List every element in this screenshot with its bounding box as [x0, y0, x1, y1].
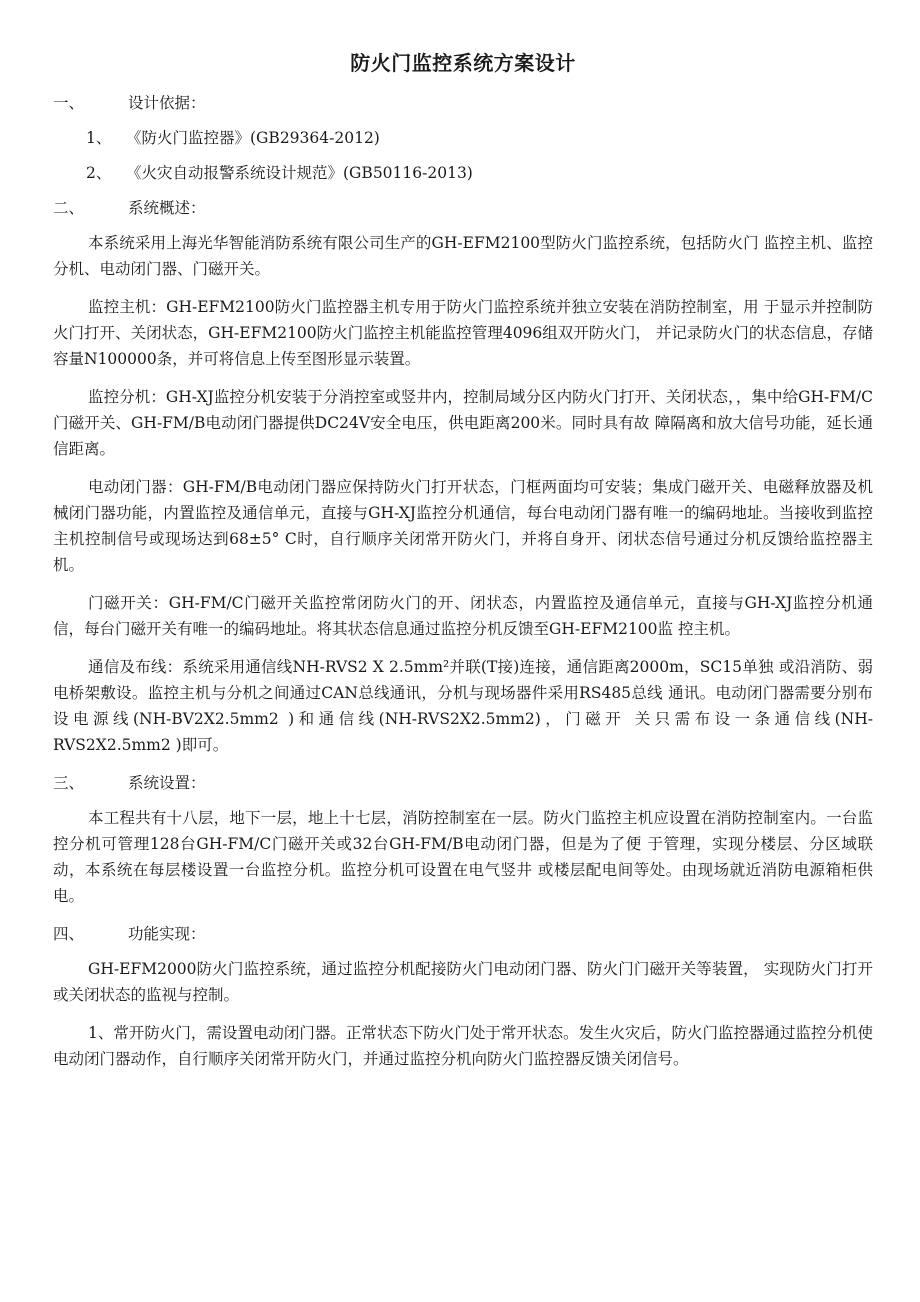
document-page [53, 44, 873, 1084]
reference-text: 《防火门监控器》(GB29364-2012) [126, 129, 380, 147]
section-heading-functions [53, 921, 873, 947]
document-title: 防火门监控系统方案设计 [350, 51, 576, 75]
section-number: 三、 [53, 774, 85, 792]
reference-item [53, 160, 873, 186]
paragraph-project-setup: 本工程共有十八层，地下一层，地上十七层，消防控制室在一层。防火门监控主机应设置在消防控制室内。一台监控分机可管理128台GH-FM/C门磁开关或32台GH-FM/B电动闭门器，但是为了便 于管理，实现分楼层、分区域联动，本系统在每层楼设置一台监控分机。监控分机可设置在电气竖井 或楼层配电间等处。由现场就近消防电源箱柜供电。 [53, 809, 873, 905]
reference-number: 1、 [86, 129, 112, 147]
reference-number: 2、 [86, 164, 112, 182]
paragraph-wiring: 通信及布线：系统采用通信线NH-RVS2 X 2.5mm²并联(T接)连接，通信距离2000m，SC15单独 或沿消防、弱电桥架敷设。监控主机与分机之间通过CAN总线通讯，分机与现场器件采用RS485总线 通讯。电动闭门器需要分别布设电源线(NH-BV2X2.5mm2 )和通信线(NH-RVS2X2.5mm2)，门磁开 关只需布设一条通信线(NH-RVS2X2.5mm2 )即可。 [53, 658, 873, 754]
paragraph-sub-unit: 监控分机：GH-XJ监控分机安装于分消控室或竖井内，控制局域分区内防火门打开、关闭状态，，集中给GH-FM/C门磁开关、GH-FM/B电动闭门器提供DC24V安全电压，供电距离200米。同时具有故 障隔离和放大信号功能，延长通信距离。 [53, 388, 873, 458]
paragraph-system-intro: 本系统采用上海光华智能消防系统有限公司生产的GH-EFM2100型防火门监控系统，包括防火门 监控主机、监控分机、电动闭门器、门磁开关。 [53, 234, 873, 278]
section-number: 二、 [53, 199, 85, 217]
reference-item [53, 125, 873, 151]
section-title: 设计依据： [128, 94, 206, 112]
section-title: 系统概述： [128, 199, 206, 217]
reference-text: 《火灾自动报警系统设计规范》(GB50116-2013) [126, 164, 473, 182]
section-number: 一、 [53, 94, 85, 112]
paragraph-function-summary: GH-EFM2000防火门监控系统，通过监控分机配接防火门电动闭门器、防火门门磁开关等装置， 实现防火门打开或关闭状态的监视与控制。 [53, 960, 873, 1004]
paragraph-door-closer: 电动闭门器：GH-FM/B电动闭门器应保持防火门打开状态，门框两面均可安装；集成门磁开关、电磁释放器及机械闭门器功能，内置监控及通信单元，直接与GH-XJ监控分机通信，每台电动闭门器有唯一的编码地址。当接收到监控主机控制信号或现场达到68±5° C时，自行顺序关闭常开防火门，并将自身开、闭状态信号通过分机反馈给监控器主机。 [53, 478, 873, 574]
section-title: 系统设置： [128, 774, 206, 792]
paragraph-normally-open-door: 1、常开防火门，需设置电动闭门器。正常状态下防火门处于常开状态。发生火灾后，防火门监控器通过监控分机使电动闭门器动作，自行顺序关闭常开防火门，并通过监控分机向防火门监控器反馈关闭信号。 [53, 1024, 873, 1068]
section-heading-settings [53, 770, 873, 796]
paragraph-main-unit: 监控主机：GH-EFM2100防火门监控器主机专用于防火门监控系统并独立安装在消防控制室，用 于显示并控制防火门打开、关闭状态，GH-EFM2100防火门监控主机能监控管理4096组双开防火门， 并记录防火门的状态信息，存储容量N100000条，并可将信息上传至图形显示装置。 [53, 298, 873, 368]
paragraph-magnetic-switch: 门磁开关：GH-FM/C门磁开关监控常闭防火门的开、闭状态，内置监控及通信单元，直接与GH-XJ监控分机通信，每台门磁开关有唯一的编码地址。将其状态信息通过监控分机反馈至GH-EFM2100监 控主机。 [53, 594, 873, 638]
section-heading-basis [53, 90, 873, 116]
section-title: 功能实现： [128, 925, 206, 943]
section-heading-overview [53, 195, 873, 221]
section-number: 四、 [53, 925, 85, 943]
